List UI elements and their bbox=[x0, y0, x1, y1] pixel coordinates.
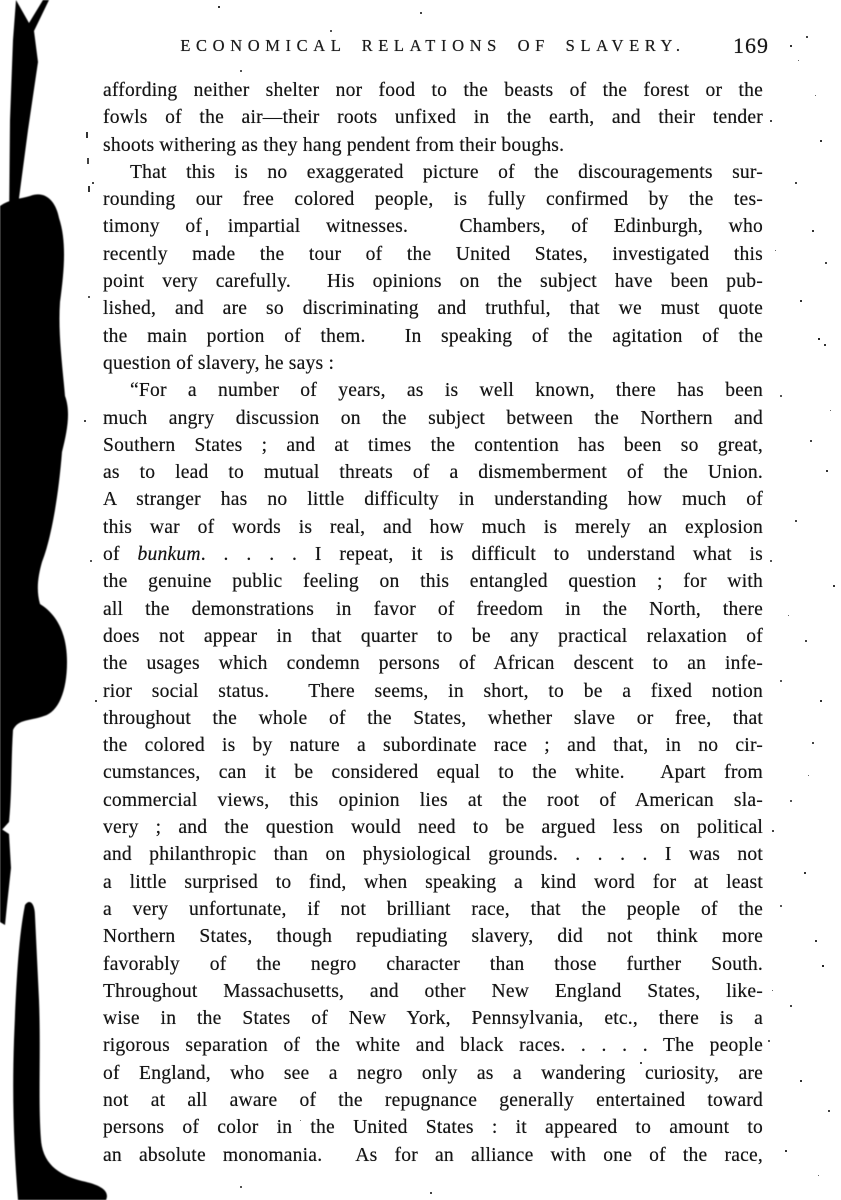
text-line bbox=[103, 241, 763, 268]
text-segment: commercial views, this opinion lies at the root of American sla- bbox=[103, 789, 763, 811]
text-segment: as to lead to mutual threats of a dismemberment of the Union. bbox=[103, 462, 763, 484]
text-line bbox=[103, 951, 763, 978]
text-segment: . . . . . I repeat, it is difficult to understand what is bbox=[200, 544, 763, 566]
text-segment: lished, and are so discriminating and truthful, that we must quote bbox=[103, 298, 763, 320]
text-segment: the usages which condemn persons of African descent to an infe- bbox=[103, 653, 763, 675]
text-segment: this war of words is real, and how much is merely an explosion bbox=[103, 516, 763, 538]
text-segment: of bbox=[103, 544, 138, 566]
text-line bbox=[103, 869, 763, 896]
page-number: 169 bbox=[733, 33, 769, 58]
text-segment: recently made the tour of the United States, investigated this bbox=[103, 243, 763, 265]
ink-blot-middle bbox=[0, 194, 68, 832]
text-segment: rigorous separation of the white and black races. . . . . The people bbox=[103, 1035, 763, 1057]
text-line bbox=[103, 705, 763, 732]
text-segment: a little surprised to find, when speaking a kind word for at least bbox=[103, 871, 763, 893]
text-segment: does not appear in that quarter to be any practical relaxation of bbox=[103, 625, 763, 647]
text-line bbox=[103, 132, 763, 159]
paragraph bbox=[103, 159, 763, 377]
ink-blot-bottom bbox=[13, 902, 107, 1200]
text-line bbox=[103, 978, 763, 1005]
text-segment: the colored is by nature a subordinate race ; and that, in no cir- bbox=[103, 735, 763, 757]
text-segment: wise in the States of New York, Pennsylvania, etc., there is a bbox=[103, 1008, 763, 1030]
page-header bbox=[103, 33, 769, 66]
paragraph bbox=[103, 77, 763, 159]
text-line bbox=[103, 596, 763, 623]
text-line bbox=[103, 377, 763, 404]
text-line bbox=[103, 486, 763, 513]
text-line bbox=[103, 814, 763, 841]
text-line bbox=[103, 896, 763, 923]
text-line bbox=[103, 405, 763, 432]
text-segment: Throughout Massachusetts, and other New England States, like- bbox=[103, 980, 763, 1002]
text-segment: a very unfortunate, if not brilliant race, that the people of the bbox=[103, 898, 763, 920]
text-line bbox=[103, 432, 763, 459]
text-segment: of England, who see a negro only as a wandering curiosity, are bbox=[103, 1062, 763, 1084]
text-line bbox=[103, 295, 763, 322]
text-segment: not at all aware of the repugnance generally entertained toward bbox=[103, 1089, 763, 1111]
text-segment: Northern States, though repudiating slavery, did not think more bbox=[103, 926, 763, 948]
text-segment: persons of color in the United States : it appeared to amount to bbox=[103, 1117, 763, 1139]
text-segment: point very carefully. His opinions on the subject have been pub- bbox=[103, 271, 763, 293]
text-line bbox=[103, 459, 763, 486]
text-line bbox=[103, 1142, 763, 1169]
text-segment: all the demonstrations in favor of freedom in the North, there bbox=[103, 598, 763, 620]
text-segment: cumstances, can it be considered equal to the white. Apart from bbox=[103, 762, 763, 784]
ink-blot-strip bbox=[0, 828, 11, 925]
text-line bbox=[103, 623, 763, 650]
text-line bbox=[103, 268, 763, 295]
text-line bbox=[103, 568, 763, 595]
scan-dash-marks bbox=[0, 0, 2, 6]
text-segment: question of slavery, he says : bbox=[103, 352, 335, 374]
text-segment: the main portion of them. In speaking of the agitation of the bbox=[103, 325, 763, 347]
text-line bbox=[103, 1087, 763, 1114]
text-segment: the genuine public feeling on this entangled question ; for with bbox=[103, 571, 763, 593]
text-line bbox=[103, 541, 763, 568]
text-segment: timony of impartial witnesses. Chambers, of Edinburgh, who bbox=[103, 216, 763, 238]
text-segment: shoots withering as they hang pendent from their boughs. bbox=[103, 134, 565, 156]
text-line bbox=[103, 759, 763, 786]
text-segment: rounding our free colored people, is fully confirmed by the tes- bbox=[103, 189, 763, 211]
text-segment: favorably of the negro character than those further South. bbox=[103, 953, 763, 975]
text-line bbox=[103, 1032, 763, 1059]
text-segment: A stranger has no little difficulty in understanding how much of bbox=[103, 489, 763, 511]
text-segment: affording neither shelter nor food to the beasts of the forest or the bbox=[103, 80, 763, 101]
text-segment: an absolute monomania. As for an alliance with one of the race, bbox=[103, 1144, 763, 1166]
text-line bbox=[103, 1114, 763, 1141]
text-segment: very ; and the question would need to be argued less on political bbox=[103, 817, 763, 839]
text-line bbox=[103, 732, 763, 759]
text-line bbox=[103, 678, 763, 705]
text-line bbox=[103, 923, 763, 950]
ink-blot-artifacts bbox=[0, 0, 130, 1200]
text-line bbox=[103, 323, 763, 350]
running-title: ECONOMICAL RELATIONS OF SLAVERY. bbox=[180, 36, 686, 55]
italic-text: bunkum bbox=[137, 544, 201, 566]
paragraph bbox=[103, 377, 763, 1169]
text-line bbox=[103, 186, 763, 213]
text-line bbox=[103, 1005, 763, 1032]
text-segment: “For a number of years, as is well known, there has been bbox=[130, 380, 763, 402]
text-line bbox=[103, 650, 763, 677]
text-segment: That this is no exaggerated picture of the discouragements sur- bbox=[130, 161, 763, 183]
text-segment: and philanthropic than on physiological grounds. . . . . I was not bbox=[103, 844, 763, 866]
text-segment: fowls of the air—their roots unfixed in the earth, and their tender bbox=[103, 107, 763, 129]
text-line bbox=[103, 213, 763, 240]
text-line bbox=[103, 77, 763, 104]
text-line bbox=[103, 350, 763, 377]
text-line bbox=[103, 514, 763, 541]
text-line bbox=[103, 159, 763, 186]
text-line bbox=[103, 841, 763, 868]
page-body bbox=[103, 77, 763, 1169]
text-line bbox=[103, 787, 763, 814]
text-segment: throughout the whole of the States, whether slave or free, that bbox=[103, 707, 763, 729]
text-line bbox=[103, 104, 763, 131]
text-line bbox=[103, 1060, 763, 1087]
text-segment: rior social status. There seems, in short, to be a fixed notion bbox=[103, 680, 763, 702]
text-segment: much angry discussion on the subject between the Northern and bbox=[103, 407, 763, 429]
text-segment: Southern States ; and at times the contention has been so great, bbox=[103, 434, 763, 456]
